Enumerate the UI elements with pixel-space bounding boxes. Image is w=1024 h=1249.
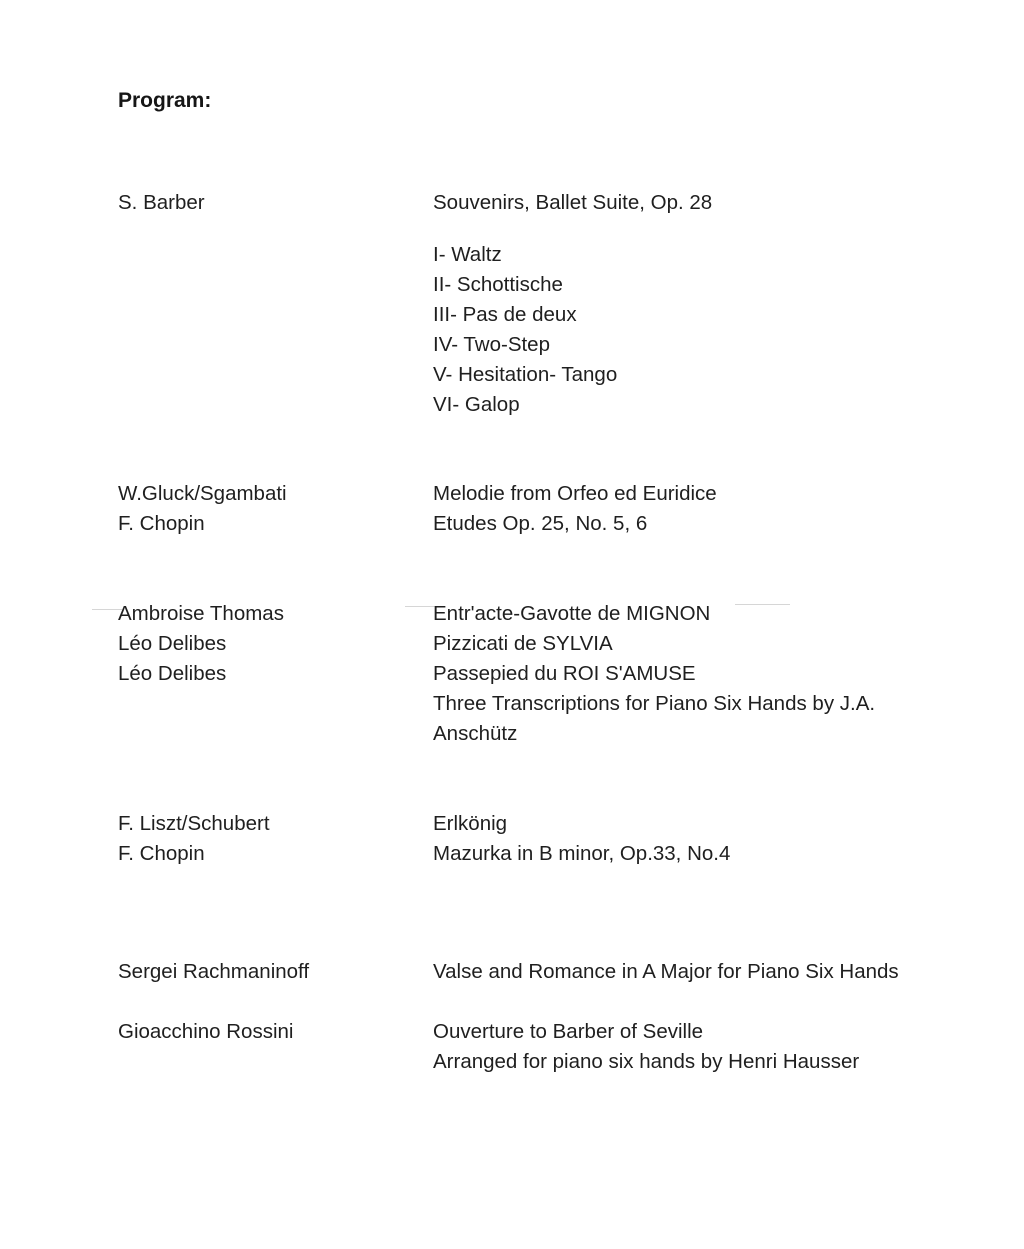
work-title: Passepied du ROI S'AMUSE bbox=[433, 662, 696, 685]
work-title: Erlkönig bbox=[433, 812, 508, 835]
movement-title: IV- Two-Step bbox=[433, 333, 550, 356]
scan-artifact-line bbox=[405, 606, 435, 607]
composer-name: Ambroise Thomas bbox=[118, 602, 284, 625]
composer-name: W.Gluck/Sgambati bbox=[118, 482, 287, 505]
composer-name: Léo Delibes bbox=[118, 632, 227, 655]
work-note: Three Transcriptions for Piano Six Hands by J.A. bbox=[433, 692, 876, 715]
composer-name: Léo Delibes bbox=[118, 662, 227, 685]
movement-title: V- Hesitation- Tango bbox=[433, 363, 618, 386]
composer-name: F. Liszt/Schubert bbox=[118, 812, 270, 835]
work-note: Anschütz bbox=[433, 722, 518, 745]
work-title: Valse and Romance in A Major for Piano Six Hands bbox=[433, 960, 899, 983]
program-heading: Program: bbox=[118, 89, 212, 112]
composer-name: Sergei Rachmaninoff bbox=[118, 960, 310, 983]
composer-name: S. Barber bbox=[118, 191, 205, 214]
movement-title: II- Schottische bbox=[433, 273, 563, 296]
movement-title: VI- Galop bbox=[433, 393, 520, 416]
composer-name: F. Chopin bbox=[118, 512, 205, 535]
work-title: Etudes Op. 25, No. 5, 6 bbox=[433, 512, 648, 535]
work-title: Pizzicati de SYLVIA bbox=[433, 632, 613, 655]
work-title: Entr'acte-Gavotte de MIGNON bbox=[433, 602, 711, 625]
composer-name: F. Chopin bbox=[118, 842, 205, 865]
work-title: Ouverture to Barber of Seville bbox=[433, 1020, 704, 1043]
work-title: Souvenirs, Ballet Suite, Op. 28 bbox=[433, 191, 713, 214]
movement-title: I- Waltz bbox=[433, 243, 502, 266]
work-title: Mazurka in B minor, Op.33, No.4 bbox=[433, 842, 731, 865]
scan-artifact-line bbox=[735, 604, 790, 605]
work-title: Melodie from Orfeo ed Euridice bbox=[433, 482, 717, 505]
composer-name: Gioacchino Rossini bbox=[118, 1020, 294, 1043]
movement-title: III- Pas de deux bbox=[433, 303, 577, 326]
work-note: Arranged for piano six hands by Henri Hausser bbox=[433, 1050, 860, 1073]
